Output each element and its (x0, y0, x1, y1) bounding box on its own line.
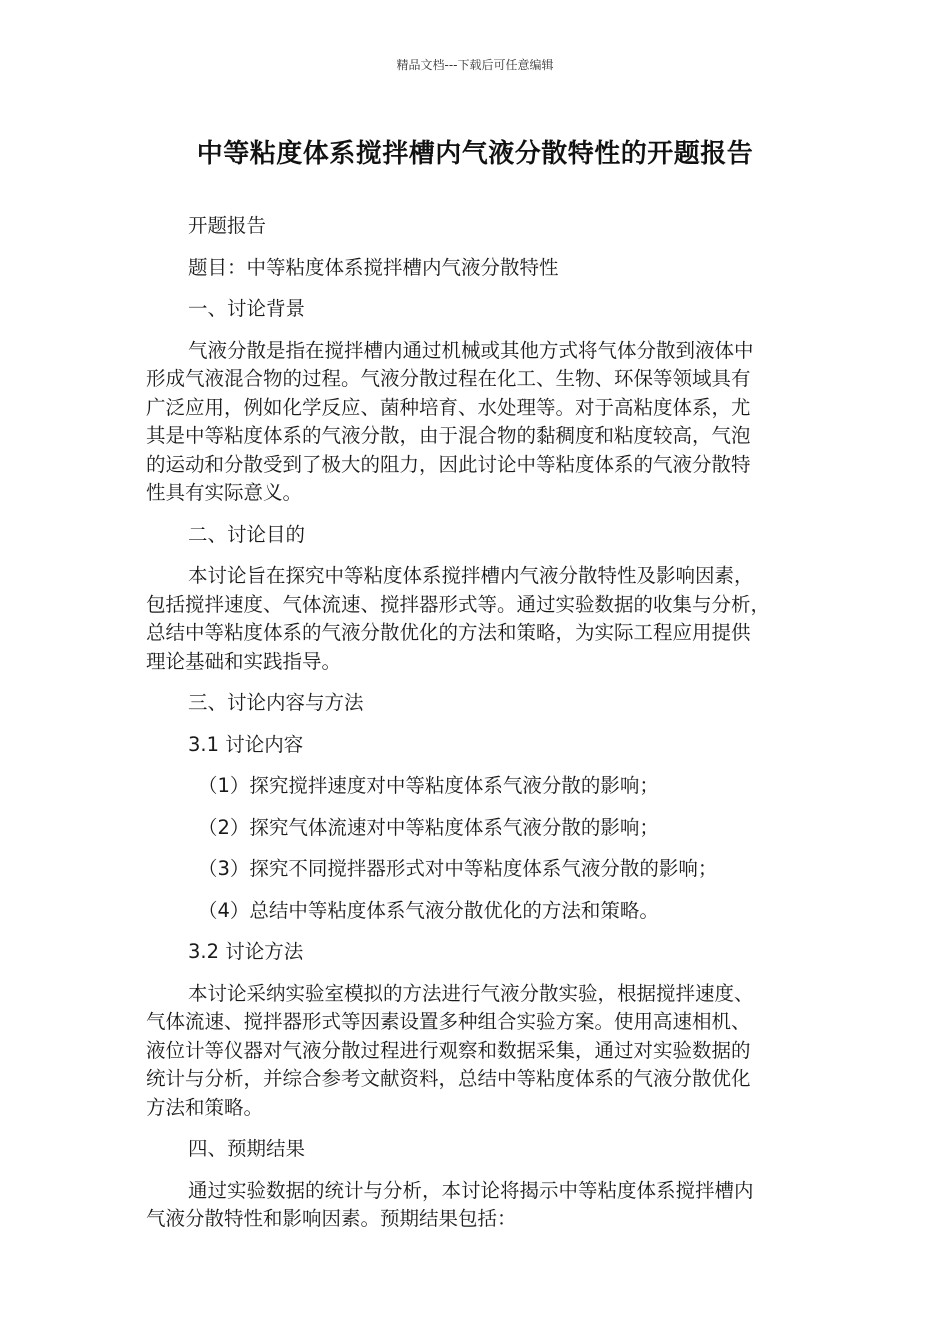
document-body (146, 212, 796, 1247)
section-heading-content-method: 三、讨论内容与方法 (188, 691, 364, 714)
paragraph-line: 包括搅拌速度、气体流速、搅拌器形式等。通过实验数据的收集与分析， (146, 592, 771, 616)
paragraph-line: 气体流速、搅拌器形式等因素设置多种组合实验方案。使用高速相机、 (146, 1010, 751, 1033)
paragraph-line: 气液分散特性和影响因素。预期结果包括： (146, 1207, 517, 1230)
document-title: 中等粘度体系搅拌槽内气液分散特性的开题报告 (196, 139, 754, 169)
paragraph-line: 本讨论采纳实验室模拟的方法进行气液分散实验，根据搅拌速度、 (188, 981, 754, 1005)
topic-line: 题目：中等粘度体系搅拌槽内气液分散特性 (188, 255, 559, 279)
section-heading-purpose: 二、讨论目的 (188, 522, 306, 546)
paragraph-line: 通过实验数据的统计与分析，本讨论将揭示中等粘度体系搅拌槽内 (188, 1178, 754, 1202)
paragraph-line: 其是中等粘度体系的气液分散，由于混合物的黏稠度和粘度较高，气泡 (146, 424, 751, 447)
content-list-item: （3）探究不同搅拌器形式对中等粘度体系气液分散的影响； (198, 857, 718, 880)
content-list-item: （2）探究气体流速对中等粘度体系气液分散的影响； (198, 815, 659, 839)
paragraph-line: 方法和策略。 (146, 1095, 264, 1119)
method-paragraph (146, 980, 796, 1123)
paragraph-line: 的运动和分散受到了极大的阻力，因此讨论中等粘度体系的气液分散特 (146, 452, 751, 476)
purpose-paragraph (146, 562, 796, 676)
expected-results-paragraph (146, 1177, 796, 1234)
subsection-heading-method: 3.2 讨论方法 (188, 940, 304, 963)
paragraph-line: 性具有实际意义。 (146, 481, 303, 504)
section-heading-background: 一、讨论背景 (188, 297, 306, 320)
report-label: 开题报告 (188, 214, 267, 237)
background-paragraph (146, 337, 796, 508)
header-note: 精品文档---下载后可任意编辑 (396, 58, 554, 72)
paragraph-line: 广泛应用，例如化学反应、菌种培育、水处理等。对于高粘度体系，尤 (146, 395, 751, 419)
content-list-item: （1）探究搅拌速度对中等粘度体系气液分散的影响； (198, 774, 659, 797)
paragraph-line: 液位计等仪器对气液分散过程进行观察和数据采集，通过对实验数据的 (146, 1038, 751, 1062)
subsection-heading-content: 3.1 讨论内容 (188, 732, 304, 756)
paragraph-line: 理论基础和实践指导。 (146, 649, 342, 673)
paragraph-line: 本讨论旨在探究中等粘度体系搅拌槽内气液分散特性及影响因素， (188, 564, 754, 587)
paragraph-line: 气液分散是指在搅拌槽内通过机械或其他方式将气体分散到液体中 (188, 338, 754, 362)
paragraph-line: 总结中等粘度体系的气液分散优化的方法和策略，为实际工程应用提供 (146, 621, 751, 644)
paragraph-line: 形成气液混合物的过程。气液分散过程在化工、生物、环保等领域具有 (146, 367, 751, 390)
section-heading-expected-results: 四、预期结果 (188, 1137, 306, 1160)
content-list-item: （4）总结中等粘度体系气液分散优化的方法和策略。 (198, 898, 659, 922)
paragraph-line: 统计与分析，并综合参考文献资料，总结中等粘度体系的气液分散优化 (146, 1067, 751, 1090)
